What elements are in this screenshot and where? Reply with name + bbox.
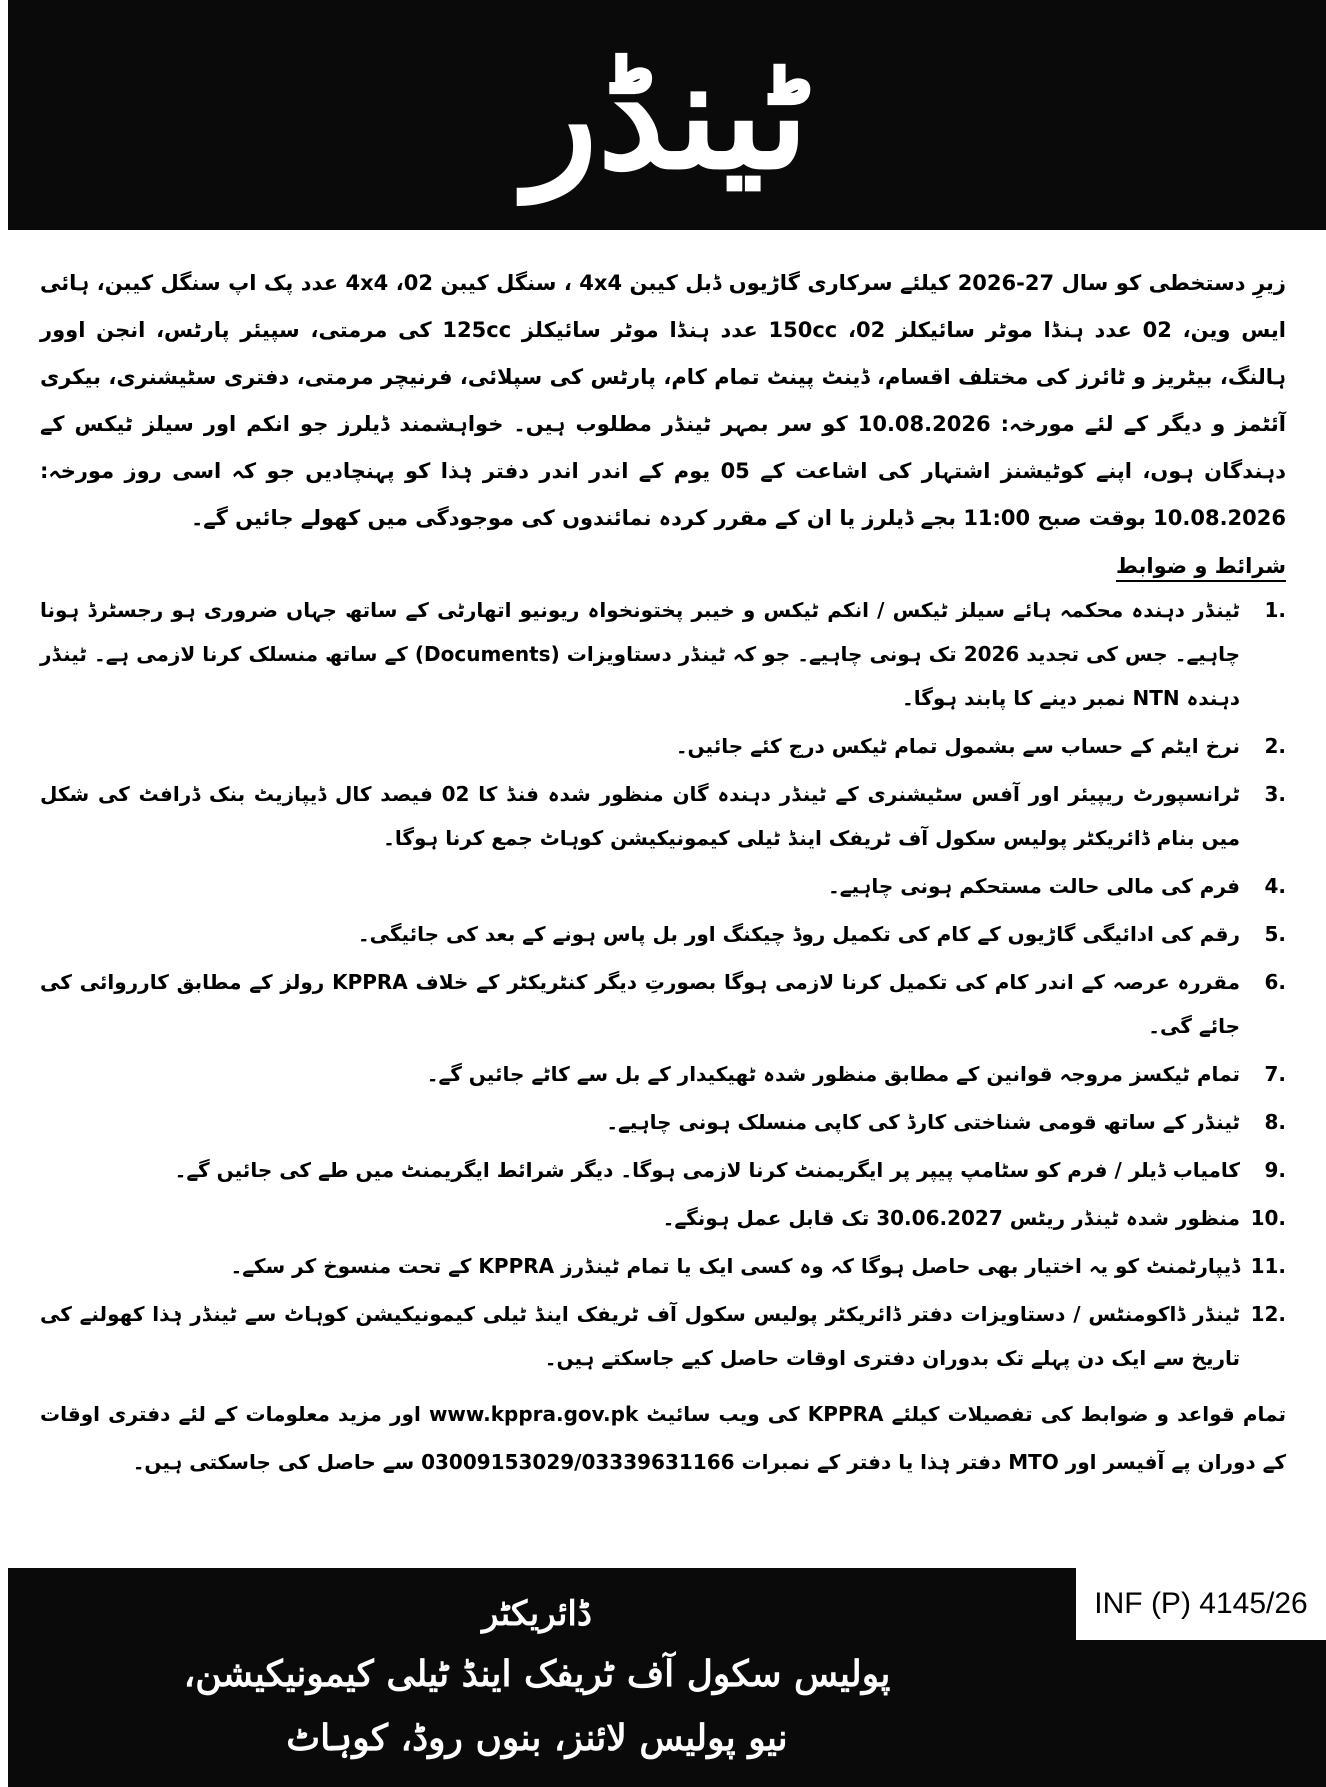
term-item <box>40 1244 1286 1288</box>
terms-list <box>20 588 1306 1380</box>
term-text: ڈیپارٹمنٹ کو یہ اختیار بھی حاصل ہوگا کہ وہ کسی ایک یا تمام ٹینڈرز KPPRA کے تحت منسوخ کر سکے۔ <box>230 1254 1240 1278</box>
term-number: 4. <box>1264 874 1286 898</box>
footer-banner <box>8 1568 1326 1787</box>
term-number: 11. <box>1250 1254 1286 1278</box>
term-text: منظور شدہ ٹینڈر ریٹس 30.06.2027 تک قابل عمل ہونگے۔ <box>662 1206 1240 1230</box>
term-number: 7. <box>1264 1062 1286 1086</box>
term-item <box>40 1100 1286 1144</box>
term-text: فرم کی مالی حالت مستحکم ہونی چاہیے۔ <box>828 874 1240 898</box>
term-text: ٹینڈر ڈاکومنٹس / دستاویزات دفتر ڈائریکٹر پولیس سکول آف ٹریفک اینڈ ٹیلی کیمونیکیشن کوہاٹ سے ٹینڈر ہٰذا کھولنے کی تاریخ سے ایک دن پہلے تک بدوران دفتری اوقات حاصل کیے جاسکتے ہیں۔ <box>40 1302 1240 1370</box>
office-name: پولیس سکول آف ٹریفک اینڈ ٹیلی کیمونیکیشن، <box>183 1653 891 1695</box>
reference-number: INF (P) 4145/26 <box>1076 1568 1326 1640</box>
term-item <box>40 772 1286 860</box>
terms-heading: شرائط و ضوابط <box>1116 554 1286 582</box>
term-text: کامیاب ڈیلر / فرم کو سٹامپ پیپر پر ایگریمنٹ کرنا لازمی ہوگا۔ دیگر شرائط ایگریمنٹ میں طے کی جائیں گے۔ <box>174 1158 1240 1182</box>
intro-paragraph: زیرِ دستخطی کو سال 27-2026 کیلئے سرکاری گاڑیوں ڈبل کیبن 4x4 ، سنگل کیبن 4x4 ،02 عدد پک اپ سنگل کیبن، ہائی ایس وین، 02 عدد ہنڈا موٹر سائیکلز 150cc ،02 عدد ہنڈا موٹر سائیکلز 125cc کی مرمتی، سپیئر پارٹس، انجن اوور ہالنگ، بیٹریز و ٹائرز کی مختلف اقسام، ڈینٹ پینٹ تمام کام، پارٹس کی سپلائی، فرنیچر مرمتی، دفتری سٹیشنری، بیکری آئٹمز و دیگر کے لئے مورخہ: 10.08.2026 کو سر بمہر ٹینڈر مطلوب ہیں۔ خواہشمند ڈیلرز جو انکم اور سیلز ٹیکس کے دہندگان ہوں، اپنے کوٹیشنز اشتہار کی اشاعت کے 05 یوم کے اندر اندر دفتر ہٰذا کو پہنچادیں جو کہ اسی روز مورخہ: 10.08.2026 بوقت صبح 11:00 بجے ڈیلرز یا ان کے مقرر کردہ نمائندوں کی موجودگی میں کھولے جائیں گے۔ <box>40 271 1286 530</box>
header-banner <box>8 0 1326 230</box>
office-address: نیو پولیس لائنز، بنوں روڈ، کوہاٹ <box>286 1717 788 1759</box>
term-item <box>40 1292 1286 1380</box>
term-item <box>40 960 1286 1048</box>
term-text: نرخ ایٹم کے حساب سے بشمول تمام ٹیکس درج کئے جائیں۔ <box>675 734 1240 758</box>
term-number: 2. <box>1264 734 1286 758</box>
term-number: 6. <box>1264 970 1286 994</box>
signature-block <box>8 1586 1066 1770</box>
notice-body <box>20 248 1306 1486</box>
term-text: مقررہ عرصہ کے اندر کام کی تکمیل کرنا لازمی ہوگا بصورتِ دیگر کنٹریکٹر کے خلاف KPPRA رولز کے مطابق کارروائی کی جائے گی۔ <box>40 970 1240 1038</box>
notice-title: ٹینڈر <box>525 27 809 203</box>
term-number: 12. <box>1250 1302 1286 1326</box>
term-text: تمام ٹیکسز مروجہ قوانین کے مطابق منظور شدہ ٹھیکیدار کے بل سے کاٹے جائیں گے۔ <box>426 1062 1240 1086</box>
term-item <box>40 1196 1286 1240</box>
term-text: ٹینڈر دہندہ محکمہ ہائے سیلز ٹیکس / انکم ٹیکس و خیبر پختونخواہ ریونیو اتھارٹی کے ساتھ جہاں ضروری ہو رجسٹرڈ ہونا چاہیے۔ جس کی تجدید 2026 تک ہونی چاہیے۔ جو کہ ٹینڈر دستاویزات (Documents) کے ساتھ منسلک کرنا لازمی ہے۔ ٹینڈر دہندہ NTN نمبر دینے کا پابند ہوگا۔ <box>40 598 1240 710</box>
term-item <box>40 864 1286 908</box>
term-text: رقم کی ادائیگی گاڑیوں کے کام کی تکمیل روڈ چیکنگ اور بل پاس ہونے کے بعد کی جائیگی۔ <box>357 922 1240 946</box>
term-number: 10. <box>1250 1206 1286 1230</box>
term-text: ٹرانسپورٹ ریپیئر اور آفس سٹیشنری کے ٹینڈر دہندہ گان منظور شدہ فنڈ کا 02 فیصد کال ڈیپازیٹ بنک ڈرافٹ کی شکل میں بنام ڈائریکٹر پولیس سکول آف ٹریفک اینڈ ٹیلی کیمونیکیشن کوہاٹ جمع کرنا ہوگا۔ <box>40 782 1240 850</box>
term-number: 3. <box>1264 782 1286 806</box>
term-item <box>40 724 1286 768</box>
term-item <box>40 588 1286 720</box>
term-number: 5. <box>1264 922 1286 946</box>
term-item <box>40 912 1286 956</box>
term-text: ٹینڈر کے ساتھ قومی شناختی کارڈ کی کاپی منسلک ہونی چاہیے۔ <box>606 1110 1240 1134</box>
closing-paragraph: تمام قواعد و ضوابط کی تفصیلات کیلئے KPPRA کی ویب سائیٹ www.kppra.gov.pk اور مزید معلومات کے لئے دفتری اوقات کے دوران پے آفیسر اور MTO دفتر ہٰذا یا دفتر کے نمبرات 03009153029/03339631166 سے حاصل کی جاسکتی ہیں۔ <box>40 1402 1286 1474</box>
term-number: 9. <box>1264 1158 1286 1182</box>
term-number: 1. <box>1264 598 1286 622</box>
term-number: 8. <box>1264 1110 1286 1134</box>
term-item <box>40 1052 1286 1096</box>
term-item <box>40 1148 1286 1192</box>
signatory-title: ڈائریکٹر <box>481 1594 593 1634</box>
